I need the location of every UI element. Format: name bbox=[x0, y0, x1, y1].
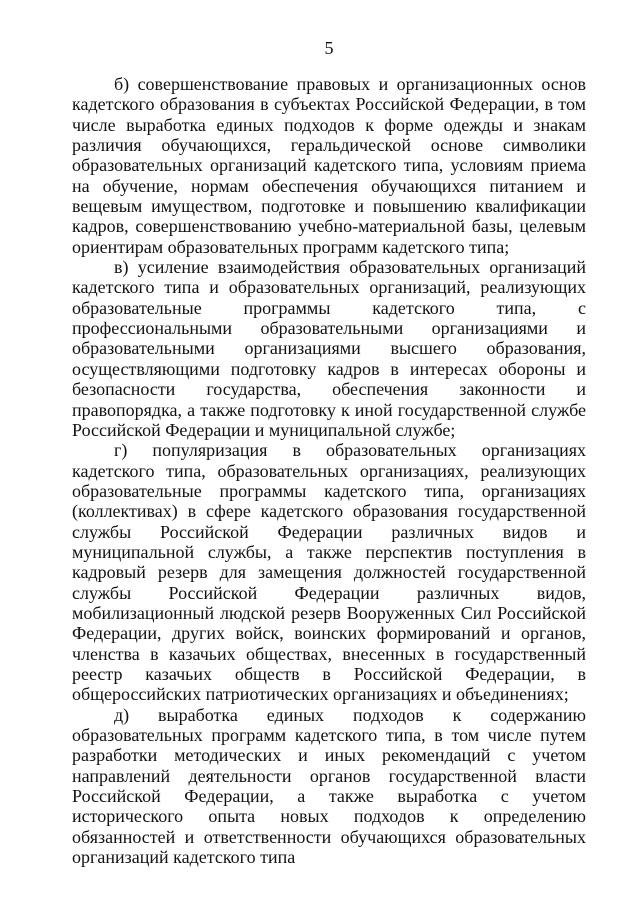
paragraph-g: г) популяризация в образовательных организациях кадетского типа, образовательных организациях, реализующих образовательные программы кадетского типа, организациях (коллективах) в сфере кадетского образования государственной службы Российской Федерации различных видов и муниципальной службы, а также перспектив поступления в кадровый резерв для замещения должностей государственной службы Российской Федерации различных видов, мобилизационный людской резерв Вооруженных Сил Российской Федерации, других войск, воинских формирований и органов, членства в казачьих обществах, внесенных в государственный реестр казачьих обществ в Российской Федерации, в общероссийских патриотических организациях и объединениях; bbox=[72, 440, 586, 705]
page-number: 5 bbox=[324, 38, 334, 58]
paragraph-v: в) усиление взаимодействия образовательных организаций кадетского типа и образовательных организаций, реализующих образовательные программы кадетского типа, с профессиональными образовательными организациями и образовательными организациями высшего образования, осуществляющими подготовку кадров в интересах обороны и безопасности государства, обеспечения законности и правопорядка, а также подготовку к иной государственной службе Российской Федерации и муниципальной службе; bbox=[72, 257, 586, 440]
paragraph-b: б) совершенствование правовых и организационных основ кадетского образования в субъектах Российской Федерации, в том числе выработка единых подходов к форме одежды и знакам различия обучающихся, геральдической основе символики образовательных организаций кадетского типа, условиям приема на обучение, нормам обеспечения обучающихся питанием и вещевым имуществом, подготовке и повышению квалификации кадров, совершенствованию учебно-материальной базы, целевым ориентирам образовательных программ кадетского типа; bbox=[72, 74, 586, 257]
paragraph-d: д) выработка единых подходов к содержанию образовательных программ кадетского типа, в том числе путем разработки методических и иных рекомендаций с учетом направлений деятельности органов государственной власти Российской Федерации, а также выработка с учетом исторического опыта новых подходов к определению обязанностей и ответственности обучающихся образовательных организаций кадетского типа bbox=[72, 704, 586, 868]
